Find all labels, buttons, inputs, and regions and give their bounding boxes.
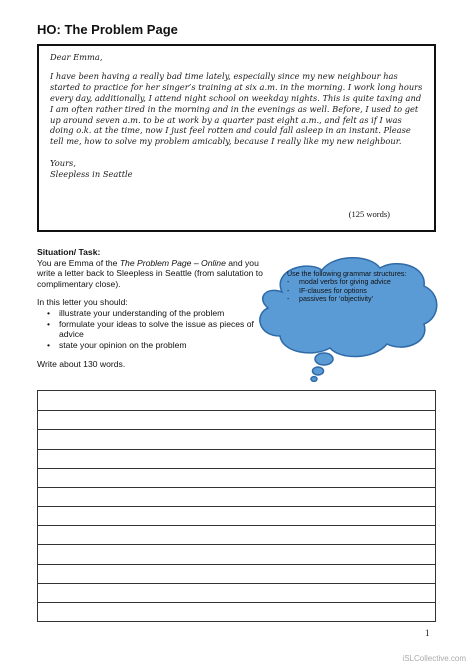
task-description xyxy=(37,258,267,290)
writing-line xyxy=(38,468,435,469)
letter-word-count: (125 words) xyxy=(348,209,390,219)
writing-line xyxy=(38,602,435,603)
writing-line xyxy=(38,410,435,411)
letter-text xyxy=(50,52,423,180)
grammar-item: - passives for ‘objectivity’ xyxy=(299,295,419,303)
task-bullet: • formulate your ideas to solve the issue as pieces of advice xyxy=(59,319,267,340)
writing-line xyxy=(38,449,435,450)
task-text-italic: The Problem Page – Online xyxy=(119,257,226,268)
letter-salutation: Dear Emma, xyxy=(50,52,103,62)
grammar-item: - modal verbs for giving advice xyxy=(299,278,419,286)
task-section xyxy=(37,247,267,370)
writing-area[interactable] xyxy=(37,390,436,622)
writing-line xyxy=(38,525,435,526)
task-bullet-list xyxy=(37,308,267,350)
task-word-target: Write about 130 words. xyxy=(37,359,126,370)
task-text-part1: You are Emma of the xyxy=(37,257,120,268)
cloud-heading: Use the following grammar structures: xyxy=(287,270,407,278)
letter-closing: Yours, xyxy=(50,158,76,169)
task-heading: Situation/ Task: xyxy=(37,247,101,257)
writing-line xyxy=(38,429,435,430)
letter-signature: Sleepless in Seattle xyxy=(50,169,133,180)
page-number: 1 xyxy=(425,628,430,638)
grammar-list xyxy=(287,278,419,303)
cloud-text xyxy=(287,270,419,304)
writing-line xyxy=(38,487,435,488)
writing-line xyxy=(38,583,435,584)
watermark: iSLCollective.com xyxy=(402,654,466,663)
letter-body: I have been having a really bad time lately, especially since my new neighbour has started to practice for her singer’s training at six a.m. in the morning. I work long hours every day, additionally, I attend night school on weekday nights. This is quite taxing and I am often rather tired in the morning and in the evenings as well. Before, I used to get up around seven a.m. to be at work by a quarter past eight a.m., and felt as if I was doing o.k. at the time, now I just feel rotten and could fall asleep in an instant. Please tell me, how to solve my problem amicably, because I really like my new neighbour. xyxy=(50,70,423,147)
grammar-item: - IF-clauses for options xyxy=(299,287,419,295)
task-text-part2: and you write a letter back to Sleepless in Seattle (from salutation to complimentary close). xyxy=(37,257,263,289)
writing-line xyxy=(38,564,435,565)
page-title: HO: The Problem Page xyxy=(37,22,178,37)
task-bullet: • state your opinion on the problem xyxy=(59,340,267,351)
task-intro: In this letter you should: xyxy=(37,297,128,308)
writing-line xyxy=(38,544,435,545)
letter-box xyxy=(37,44,436,232)
task-bullet: • illustrate your understanding of the problem xyxy=(59,308,267,319)
writing-line xyxy=(38,506,435,507)
